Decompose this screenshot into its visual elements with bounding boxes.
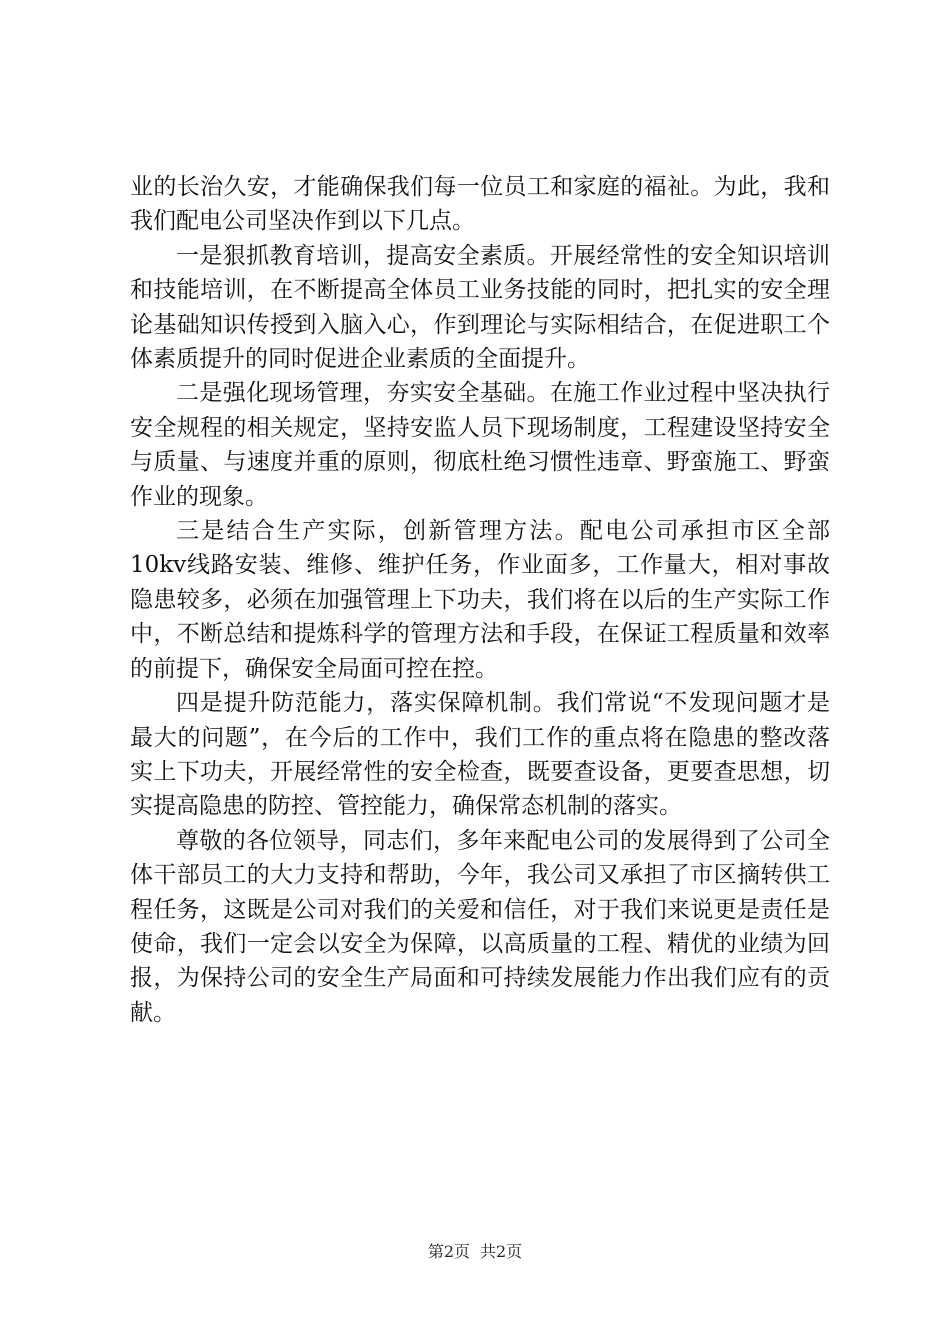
paragraph-prevention-capability: 四是提升防范能力，落实保障机制。我们常说“不发现问题才是最大的问题”，在今后的工作中，我们工作的重点将在隐患的整改落实上下功夫，开展经常性的安全检查，既要查设备，更要查思想，切实提高隐患的防控、管控能力，确保常态机制的落实。 — [130, 690, 830, 820]
paragraph-management-methods: 三是结合生产实际，创新管理方法。配电公司承担市区全部10kv线路安装、维修、维护任务，作业面多，工作量大，相对事故隐患较多，必须在加强管理上下功夫，我们将在以后的生产实际工作中，不断总结和提炼科学的管理方法和手段，在保证工程质量和效率的前提下，确保安全局面可控在控。 — [130, 518, 830, 682]
paragraph-continuation: 业的长治久安，才能确保我们每一位员工和家庭的福祉。为此，我和我们配电公司坚决作到以下几点。 — [130, 174, 830, 235]
document-body — [130, 170, 830, 1030]
paragraph-closing: 尊敬的各位领导，同志们，多年来配电公司的发展得到了公司全体干部员工的大力支持和帮助，今年，我公司又承担了市区摘转供工程任务，这既是公司对我们的关爱和信任，对于我们来说更是责任是使命，我们一定会以安全为保障，以高质量的工程、精优的业绩为回报，为保持公司的安全生产局面和可持续发展能力作出我们应有的贡献。 — [130, 827, 830, 1026]
page-number-current: 第2页 — [427, 1242, 470, 1261]
page-footer — [0, 1242, 950, 1262]
paragraph-education-training: 一是狠抓教育培训，提高安全素质。开展经常性的安全知识培训和技能培训，在不断提高全体员工业务技能的同时，把扎实的安全理论基础知识传授到入脑入心，作到理论与实际相结合，在促进职工个体素质提升的同时促进企业素质的全面提升。 — [130, 242, 830, 373]
paragraph-site-management: 二是强化现场管理，夯实安全基础。在施工作业过程中坚决执行安全规程的相关规定，坚持安监人员下现场制度，工程建设坚持安全与质量、与速度并重的原则，彻底杜绝习惯性违章、野蛮施工、野蛮作业的现象。 — [130, 380, 830, 510]
page-number-total: 共2页 — [480, 1242, 523, 1261]
